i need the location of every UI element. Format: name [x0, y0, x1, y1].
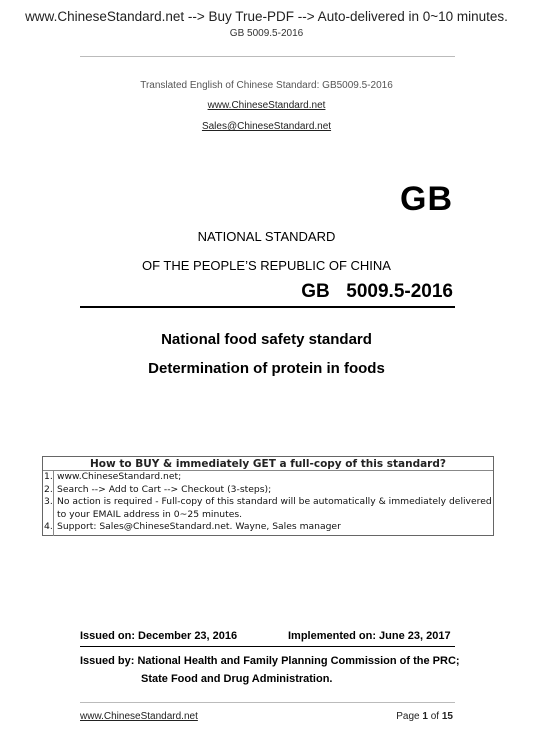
page-prefix: Page — [396, 711, 420, 722]
list-item-text: Support: Sales@ChineseStandard.net. Wayne, Sales manager — [57, 521, 341, 533]
how-to-buy-box — [42, 456, 494, 536]
page-current: 1 — [422, 711, 428, 722]
list-item-number: 2. — [44, 483, 53, 495]
standard-number: GB 5009.5-2016 — [301, 281, 453, 302]
email-link[interactable] — [0, 121, 533, 132]
document-title-line1: National food safety standard — [161, 331, 372, 348]
how-to-buy-title: How to BUY & immediately GET a full-copy of this standard? — [90, 458, 446, 470]
page-indicator — [396, 711, 453, 722]
list-item — [43, 484, 493, 497]
issued-on-date: Issued on: December 23, 2016 — [80, 630, 238, 642]
footer-divider — [80, 702, 455, 703]
translated-note: Translated English of Chinese Standard: GB5009.5-2016 — [140, 80, 393, 91]
email-link-text[interactable]: Sales@ChineseStandard.net — [201, 121, 332, 132]
list-item-number: 1. — [44, 471, 53, 482]
website-link[interactable] — [0, 100, 533, 111]
page-total: 15 — [441, 711, 453, 722]
prc-label: OF THE PEOPLE’S REPUBLIC OF CHINA — [142, 258, 391, 273]
list-item-text: No action is required - Full-copy of this standard will be automatically & immediately delivered to your EMAIL address in 0~25 minutes. — [57, 496, 492, 520]
issued-by-line1: Issued by: National Health and Family Planning Commission of the PRC; — [80, 655, 460, 667]
website-link-text[interactable]: www.ChineseStandard.net — [207, 100, 326, 111]
list-item — [43, 471, 493, 484]
implemented-on-date: Implemented on: June 23, 2017 — [288, 630, 451, 642]
national-standard-label: NATIONAL STANDARD — [197, 229, 336, 244]
header-doc-code: GB 5009.5-2016 — [229, 28, 304, 39]
how-to-buy-list — [43, 471, 493, 534]
gb-logo: GB — [400, 180, 453, 218]
title-divider — [80, 306, 455, 308]
page-of: of — [430, 711, 440, 722]
list-item-text: Search --> Add to Cart --> Checkout (3-steps); — [57, 483, 272, 495]
list-item-number: 4. — [44, 521, 53, 533]
list-item — [43, 496, 493, 521]
document-title-line2: Determination of protein in foods — [148, 360, 385, 377]
list-item-number: 3. — [44, 496, 53, 508]
list-item-text[interactable]: www.ChineseStandard.net; — [57, 471, 182, 482]
list-item — [43, 521, 493, 534]
header-banner: www.ChineseStandard.net --> Buy True-PDF --> Auto-delivered in 0~10 minutes. — [25, 9, 508, 24]
issued-by-line2: State Food and Drug Administration. — [141, 673, 333, 685]
footer-website-link[interactable]: www.ChineseStandard.net — [80, 711, 198, 722]
dates-divider — [80, 646, 455, 647]
header-divider — [80, 56, 455, 57]
